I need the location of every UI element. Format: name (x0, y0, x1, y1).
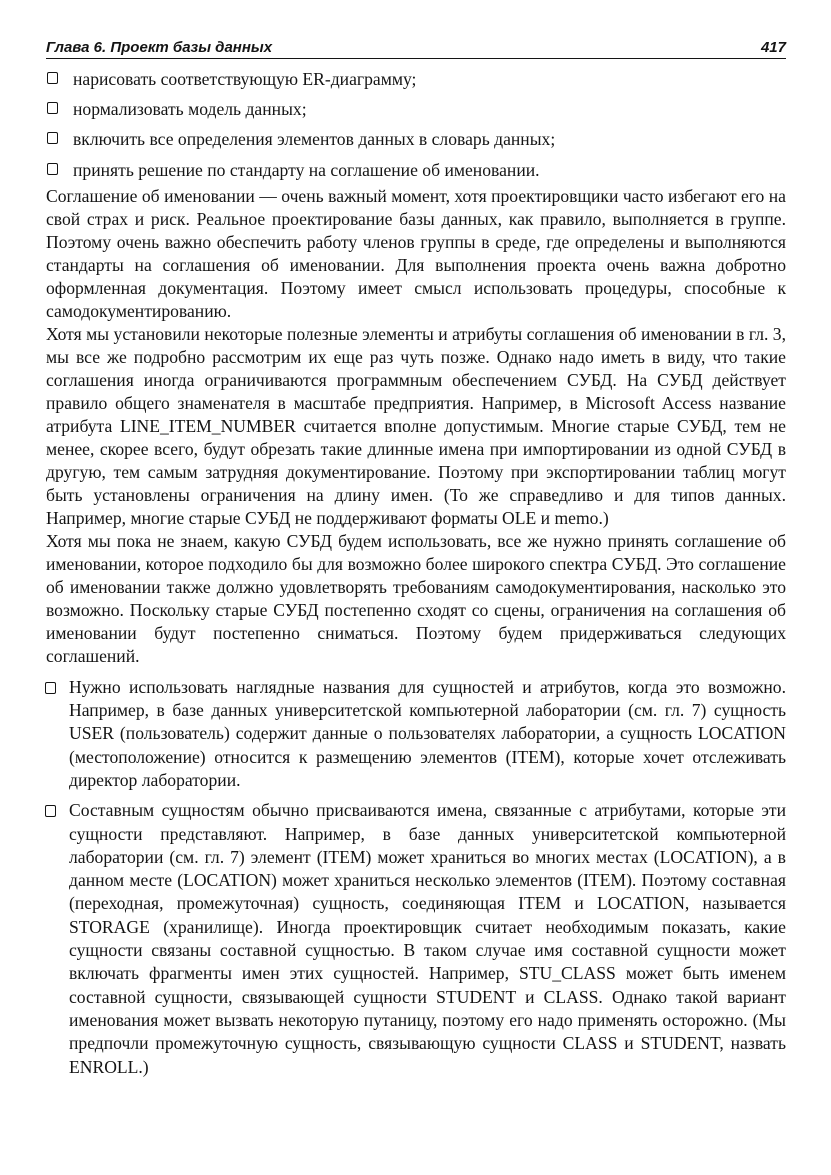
running-header (46, 36, 786, 59)
list-item (46, 64, 786, 94)
checkbox-bullet-icon (47, 163, 58, 175)
list-item-text: включить все определения элементов данных в словарь данных; (73, 129, 556, 150)
convention-item (46, 799, 786, 1079)
list-item (46, 94, 786, 124)
list-item (46, 124, 786, 154)
body-paragraph: Соглашение об именовании — очень важный момент, хотя проектировщики часто избегают его на свой страх и риск. Реальное проектирование базы данных, как правило, выполняется в группе. Поэтому очень важно обеспечить работу членов группы в среде, где определены и выполняются стандарты на соглашения об именовании. Для выполнения проекта очень важна добротно оформленная документация. Поэтому имеет смысл использовать процедуры, способные к самодокументированию. (46, 185, 786, 321)
list-item-text: принять решение по стандарту на соглашение об именовании. (73, 159, 540, 180)
list-item (46, 155, 786, 185)
checkbox-bullet-icon (45, 682, 56, 694)
checkbox-bullet-icon (45, 805, 56, 817)
checkbox-bullet-icon (47, 72, 58, 84)
book-page (46, 36, 786, 1079)
convention-item (46, 676, 786, 792)
checkbox-bullet-icon (47, 102, 58, 114)
body-paragraph: Хотя мы пока не знаем, какую СУБД будем использовать, все же нужно принять соглашение об именовании, которое подходило бы для возможно более широкого спектра СУБД. Это соглашение об именовании также должно удовлетворять требованиям самодокументирования, насколько это возможно. Поскольку старые СУБД постепенно сходят со сцены, ограничения на соглашения об именовании будут постепенно сниматься. Поэтому будем придерживаться следующих соглашений. (46, 530, 786, 666)
convention-item-text: Составным сущностям обычно присваиваются имена, связанные с атрибутами, которые эти сущности представляют. Например, в базе данных университетской компьютерной лаборатории (см. гл. 7) элемент (ITEM) может храниться во многих местах (LOCATION), а в данном месте (LOCATION) может храниться несколько элементов (ITEM). Поэтому составная (переходная, промежуточная) сущность, соединяющая ITEM и LOCATION, называется STORAGE (хранилище). Иногда проектировщик считает необходимым показать, какие сущности связаны составной сущностью. В таком случае имя составной сущности может включать фрагменты имен этих сущностей. Например, STU_CLASS может быть именем составной сущности, связывающей сущности STUDENT и CLASS. Однако такой вариант именования может вызвать некоторую путаницу, поэтому его надо применять осторожно. (Мы предпочли промежуточную сущность, связывающую сущности CLASS и STUDENT, назвать ENROLL.) (69, 800, 786, 1077)
page-number: 417 (760, 39, 786, 56)
convention-item-text: Нужно использовать наглядные названия для сущностей и атрибутов, когда это возможно. Например, в базе данных университетской компьютерной лаборатории (см. гл. 7) сущность USER (пользователь) содержит данные о пользователях лаборатории, а сущность LOCATION (местоположение) относится к размещению элементов (ITEM), которые хочет отслеживать директор лаборатории. (69, 676, 786, 790)
chapter-title: Глава 6. Проект базы данных (46, 39, 273, 56)
checklist (46, 64, 786, 185)
list-item-text: нарисовать соответствующую ER-диаграмму; (73, 69, 417, 89)
list-item-text: нормализовать модель данных; (73, 99, 307, 120)
checkbox-bullet-icon (47, 132, 58, 144)
body-paragraph: Хотя мы установили некоторые полезные элементы и атрибуты соглашения об именовании в гл. 3, мы все же подробно рассмотрим их еще раз чуть позже. Однако надо иметь в виду, что такие соглашения иногда ограничиваются программным обеспечением СУБД. На СУБД действует правило общего знаменателя в масштабе предприятия. Например, в Microsoft Access название атрибута LINE_ITEM_NUMBER считается вполне допустимым. Многие старые СУБД, тем не менее, скорее всего, будут обрезать такие длинные имена при импортировании из одной СУБД в другую, тем самым затрудняя документирование. Поэтому при экспортировании таблиц могут быть установлены ограничения на длину имен. (То же справедливо и для типов данных. Например, многие старые СУБД не поддерживают форматы OLE и memo.) (46, 323, 786, 528)
